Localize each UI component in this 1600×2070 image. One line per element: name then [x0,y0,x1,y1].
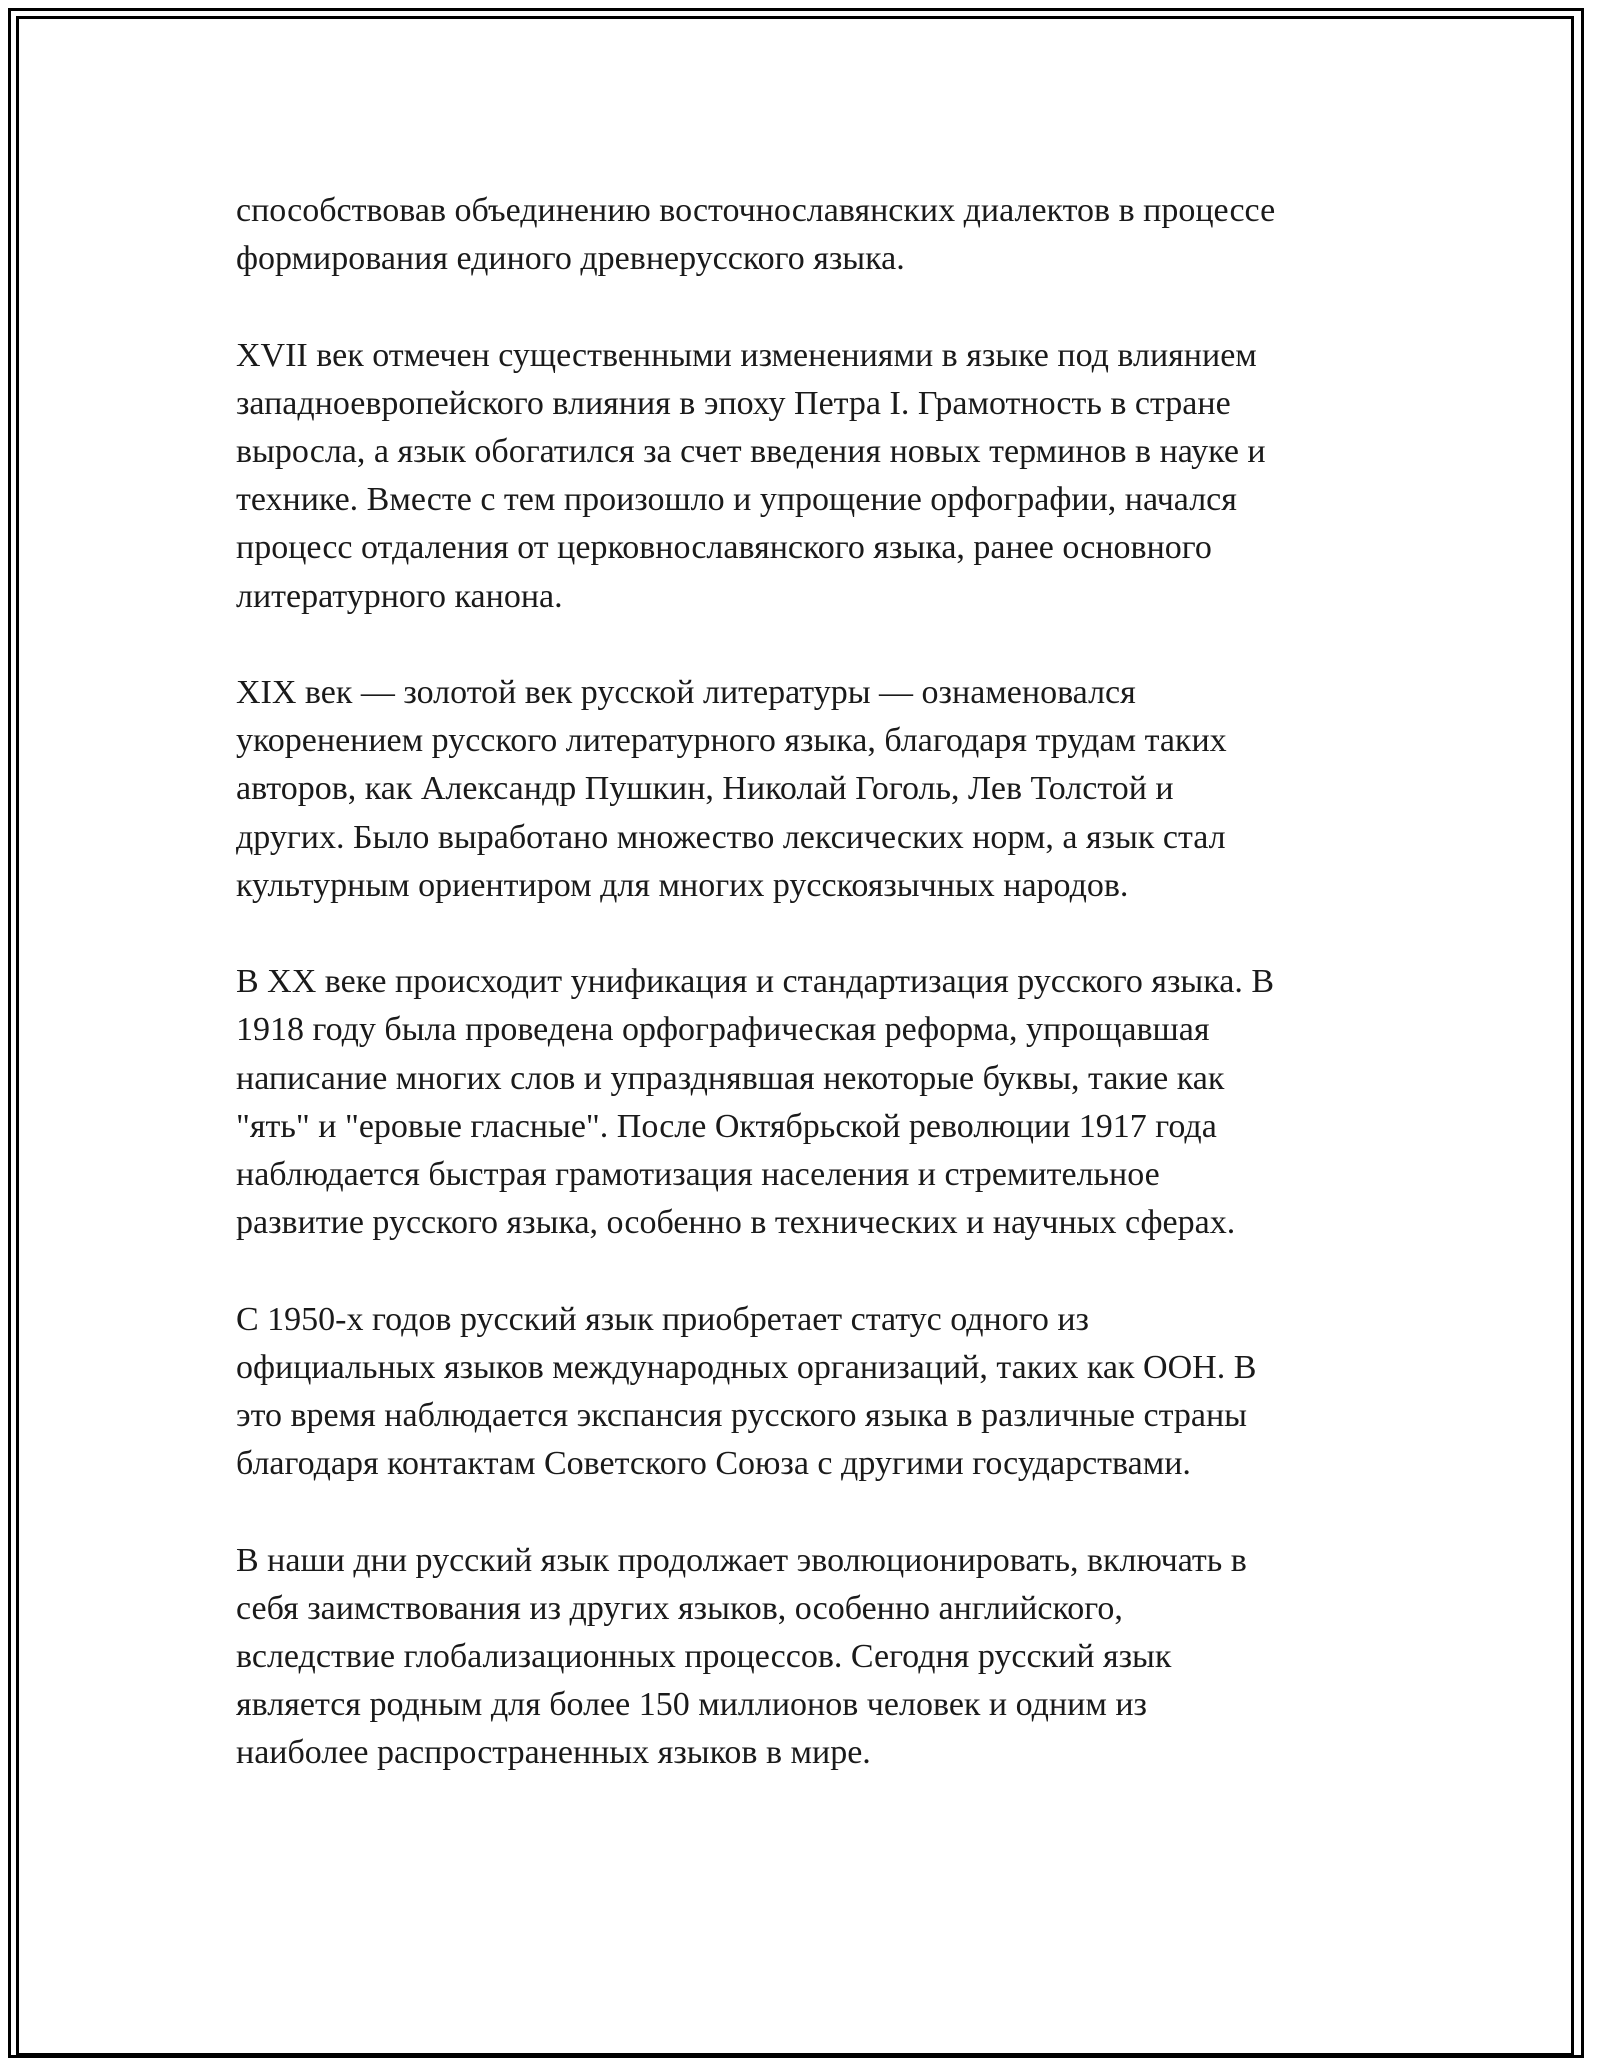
text-line: себя заимствования из других языков, особенно английского, [236,1589,1123,1627]
paragraph [236,958,1384,1247]
text-line: выросла, а язык обогатился за счет введения новых терминов в науке и [236,433,1266,470]
text-line: XVII век отмечен существенными изменениями в языке под влиянием [236,336,1257,374]
text-line: технике. Вместе с тем произошло и упрощение орфографии, начался [236,481,1237,519]
text-line: 1918 году была проведена орфографическая реформа, упрощавшая [236,1011,1210,1049]
paragraph [236,669,1384,910]
text-line: формирования единого древнерусского языка. [236,240,905,278]
text-line: XIX век — золотой век русской литературы — ознаменовался [236,674,1136,711]
text-line: "ять" и "еровые гласные". После Октябрьской революции 1917 года [236,1107,1217,1145]
paragraph [236,1537,1384,1778]
text-line: авторов, как Александр Пушкин, Николай Гоголь, Лев Толстой и [236,770,1174,808]
text-line: В XX веке происходит унификация и стандартизация русского языка. В [236,963,1275,1001]
paragraph [236,1296,1384,1489]
text-line: вследствие глобализационных процессов. Сегодня русский язык [236,1638,1172,1676]
text-line: других. Было выработано множество лексических норм, а язык стал [236,818,1226,856]
text-line: укоренением русского литературного языка, благодаря трудам таких [236,722,1227,760]
text-line: является родным для более 150 миллионов человек и одним из [236,1686,1147,1724]
text-line: В наши дни русский язык продолжает эволюционировать, включать в [236,1541,1247,1579]
text-line: официальных языков международных организаций, таких как ООН. В [236,1348,1257,1386]
paragraph [236,332,1384,621]
text-line: это время наблюдается экспансия русского языка в различные страны [236,1397,1248,1435]
text-line: культурным ориентиром для многих русскоязычных народов. [236,866,1129,904]
text-line: способствовав объединению восточнославянских диалектов в процессе [236,192,1276,229]
text-line: наиболее распространенных языков в мире. [236,1734,871,1772]
text-line: процесс отдаления от церковнославянского языка, ранее основного [236,529,1212,567]
paragraph [236,187,1384,283]
text-line: благодаря контактам Советского Союза с другими государствами. [236,1445,1191,1483]
text-line: литературного канона. [236,577,563,615]
text-line: развитие русского языка, особенно в технических и научных сферах. [236,1204,1236,1242]
document-body [236,187,1384,1826]
text-line: наблюдается быстрая грамотизация населения и стремительное [236,1156,1160,1194]
text-line: С 1950-х годов русский язык приобретает статус одного из [236,1300,1089,1338]
text-line: западноевропейского влияния в эпоху Петра I. Грамотность в стране [236,384,1231,422]
text-line: написание многих слов и упразднявшая некоторые буквы, такие как [236,1059,1225,1097]
